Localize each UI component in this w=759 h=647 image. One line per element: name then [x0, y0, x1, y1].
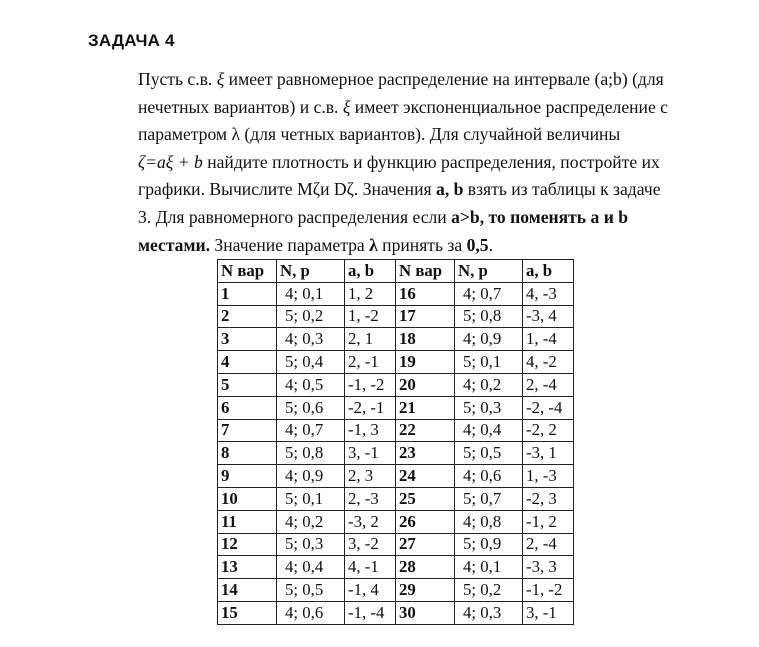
table-row — [218, 373, 574, 396]
cell-variant: 20 — [396, 373, 455, 396]
text-fragment: Значение параметра — [210, 234, 370, 255]
cell-variant: 16 — [396, 282, 455, 305]
cell-n-p: 5; 0,8 — [277, 442, 345, 465]
text-line-2 — [138, 94, 728, 122]
table-row — [218, 533, 574, 556]
bold-fragment: a>b, то поменять a и b — [451, 206, 629, 227]
text-fragment: . Значения — [353, 179, 437, 200]
header-variant: N вар — [218, 260, 277, 283]
cell-a-b: 1, 2 — [345, 282, 396, 305]
cell-a-b: -1, -2 — [345, 373, 396, 396]
text-fragment: 3. Для равномерного распределения если — [138, 206, 452, 227]
cell-a-b: -1, 4 — [345, 579, 396, 602]
cell-variant: 19 — [396, 351, 455, 374]
cell-variant: 27 — [396, 533, 455, 556]
task-description — [138, 66, 728, 259]
cell-n-p: 4; 0,1 — [277, 282, 345, 305]
text-line-5 — [138, 176, 728, 204]
cell-variant: 11 — [218, 510, 277, 533]
cell-n-p: 5; 0,3 — [277, 533, 345, 556]
cell-a-b: -3, 2 — [345, 510, 396, 533]
cell-n-p: 4; 0,5 — [277, 373, 345, 396]
cell-n-p: 4; 0,9 — [277, 465, 345, 488]
cell-variant: 17 — [396, 305, 455, 328]
variance-symbol: Dζ — [333, 179, 354, 200]
cell-a-b: -1, -4 — [345, 601, 396, 624]
table-row — [218, 601, 574, 624]
cell-variant: 10 — [218, 487, 277, 510]
text-fragment: и — [320, 179, 334, 200]
text-line-4 — [138, 149, 728, 177]
text-fragment: имеет равномерное распределение на интервале (a;b) (для — [224, 69, 664, 89]
header-n-p: N, p — [455, 260, 523, 283]
cell-variant: 26 — [396, 510, 455, 533]
text-line-6 — [138, 204, 728, 232]
cell-a-b: 1, -3 — [523, 465, 574, 488]
header-variant: N вар — [396, 260, 455, 283]
table-row — [218, 487, 574, 510]
cell-a-b: 3, -1 — [345, 442, 396, 465]
cell-a-b: 2, -4 — [523, 533, 574, 556]
cell-variant: 28 — [396, 556, 455, 579]
cell-a-b: -1, 3 — [345, 419, 396, 442]
task-title: ЗАДАЧА 4 — [88, 31, 175, 50]
cell-a-b: -1, 2 — [523, 510, 574, 533]
text-fragment: имеет экспоненциальное распределение с — [350, 96, 668, 117]
cell-a-b: 2, 1 — [345, 328, 396, 351]
cell-variant: 2 — [218, 305, 277, 328]
cell-a-b: 2, -4 — [523, 373, 574, 396]
xi-symbol: ξ — [216, 69, 225, 89]
cell-n-p: 5; 0,2 — [455, 579, 523, 602]
bold-fragment: 0,5 — [466, 234, 489, 255]
table-row — [218, 282, 574, 305]
text-fragment: . — [488, 234, 493, 255]
header-n-p: N, p — [277, 260, 345, 283]
variants-table — [217, 259, 574, 625]
text-fragment: Пусть с.в. — [138, 69, 217, 89]
cell-variant: 21 — [396, 396, 455, 419]
cell-a-b: -2, -1 — [345, 396, 396, 419]
bold-fragment: a, b — [436, 179, 464, 200]
cell-n-p: 4; 0,2 — [277, 510, 345, 533]
xi-symbol: ξ — [342, 96, 351, 117]
cell-a-b: -2, -4 — [523, 396, 574, 419]
cell-n-p: 5; 0,5 — [277, 579, 345, 602]
table-row — [218, 305, 574, 328]
text-fragment: принять за — [377, 234, 467, 255]
cell-n-p: 4; 0,6 — [455, 465, 523, 488]
table-row — [218, 328, 574, 351]
header-a-b: a, b — [523, 260, 574, 283]
cell-variant: 8 — [218, 442, 277, 465]
cell-n-p: 5; 0,3 — [455, 396, 523, 419]
text-fragment: взять из таблицы к задаче — [463, 179, 661, 200]
cell-variant: 6 — [218, 396, 277, 419]
bold-fragment: местами. — [138, 234, 210, 255]
text-line-1 — [138, 66, 728, 94]
cell-variant: 15 — [218, 601, 277, 624]
table-row — [218, 419, 574, 442]
cell-n-p: 4; 0,1 — [455, 556, 523, 579]
cell-a-b: 4, -2 — [523, 351, 574, 374]
cell-n-p: 4; 0,7 — [455, 282, 523, 305]
cell-a-b: 1, -2 — [345, 305, 396, 328]
cell-n-p: 4; 0,7 — [277, 419, 345, 442]
cell-a-b: 2, -1 — [345, 351, 396, 374]
cell-variant: 30 — [396, 601, 455, 624]
cell-variant: 18 — [396, 328, 455, 351]
cell-n-p: 4; 0,2 — [455, 373, 523, 396]
cell-a-b: -3, 4 — [523, 305, 574, 328]
cell-variant: 9 — [218, 465, 277, 488]
cell-variant: 13 — [218, 556, 277, 579]
cell-a-b: 3, -1 — [523, 601, 574, 624]
cell-n-p: 5; 0,7 — [455, 487, 523, 510]
expectation-symbol: Mζ — [297, 179, 321, 200]
cell-n-p: 5; 0,9 — [455, 533, 523, 556]
cell-n-p: 5; 0,8 — [455, 305, 523, 328]
table-header-row — [218, 260, 574, 283]
cell-n-p: 4; 0,3 — [455, 601, 523, 624]
cell-n-p: 5; 0,4 — [277, 351, 345, 374]
cell-a-b: 1, -4 — [523, 328, 574, 351]
cell-variant: 25 — [396, 487, 455, 510]
cell-variant: 14 — [218, 579, 277, 602]
table-row — [218, 396, 574, 419]
cell-variant: 22 — [396, 419, 455, 442]
cell-n-p: 4; 0,8 — [455, 510, 523, 533]
text-fragment: нечетных вариантов) и с.в. — [138, 96, 343, 117]
cell-n-p: 5; 0,6 — [277, 396, 345, 419]
cell-a-b: 2, -3 — [345, 487, 396, 510]
table-row — [218, 579, 574, 602]
cell-a-b: -2, 3 — [523, 487, 574, 510]
text-fragment: найдите плотность и функцию распределения, постройте их — [202, 151, 660, 172]
lambda-symbol: λ — [369, 234, 378, 255]
cell-a-b: -3, 3 — [523, 556, 574, 579]
cell-n-p: 4; 0,4 — [455, 419, 523, 442]
table-row — [218, 442, 574, 465]
cell-n-p: 4; 0,4 — [277, 556, 345, 579]
header-a-b: a, b — [345, 260, 396, 283]
text-line-7 — [138, 232, 728, 260]
table-row — [218, 510, 574, 533]
table-row — [218, 465, 574, 488]
cell-variant: 3 — [218, 328, 277, 351]
cell-a-b: -1, -2 — [523, 579, 574, 602]
cell-n-p: 5; 0,1 — [455, 351, 523, 374]
cell-a-b: -2, 2 — [523, 419, 574, 442]
text-line-3: параметром λ (для четных вариантов). Для случайной величины — [138, 124, 621, 145]
cell-variant: 5 — [218, 373, 277, 396]
cell-a-b: 4, -1 — [345, 556, 396, 579]
table-row — [218, 351, 574, 374]
cell-n-p: 4; 0,3 — [277, 328, 345, 351]
cell-variant: 24 — [396, 465, 455, 488]
cell-n-p: 4; 0,9 — [455, 328, 523, 351]
cell-variant: 1 — [218, 282, 277, 305]
cell-variant: 12 — [218, 533, 277, 556]
cell-a-b: 4, -3 — [523, 282, 574, 305]
table-row — [218, 556, 574, 579]
cell-variant: 4 — [218, 351, 277, 374]
cell-variant: 23 — [396, 442, 455, 465]
cell-variant: 29 — [396, 579, 455, 602]
cell-variant: 7 — [218, 419, 277, 442]
cell-a-b: 3, -2 — [345, 533, 396, 556]
zeta-formula: ζ=aξ + b — [138, 151, 203, 172]
cell-a-b: -3, 1 — [523, 442, 574, 465]
cell-n-p: 5; 0,5 — [455, 442, 523, 465]
text-fragment: графики. Вычислите — [138, 179, 298, 200]
cell-a-b: 2, 3 — [345, 465, 396, 488]
cell-n-p: 4; 0,6 — [277, 601, 345, 624]
cell-n-p: 5; 0,2 — [277, 305, 345, 328]
cell-n-p: 5; 0,1 — [277, 487, 345, 510]
